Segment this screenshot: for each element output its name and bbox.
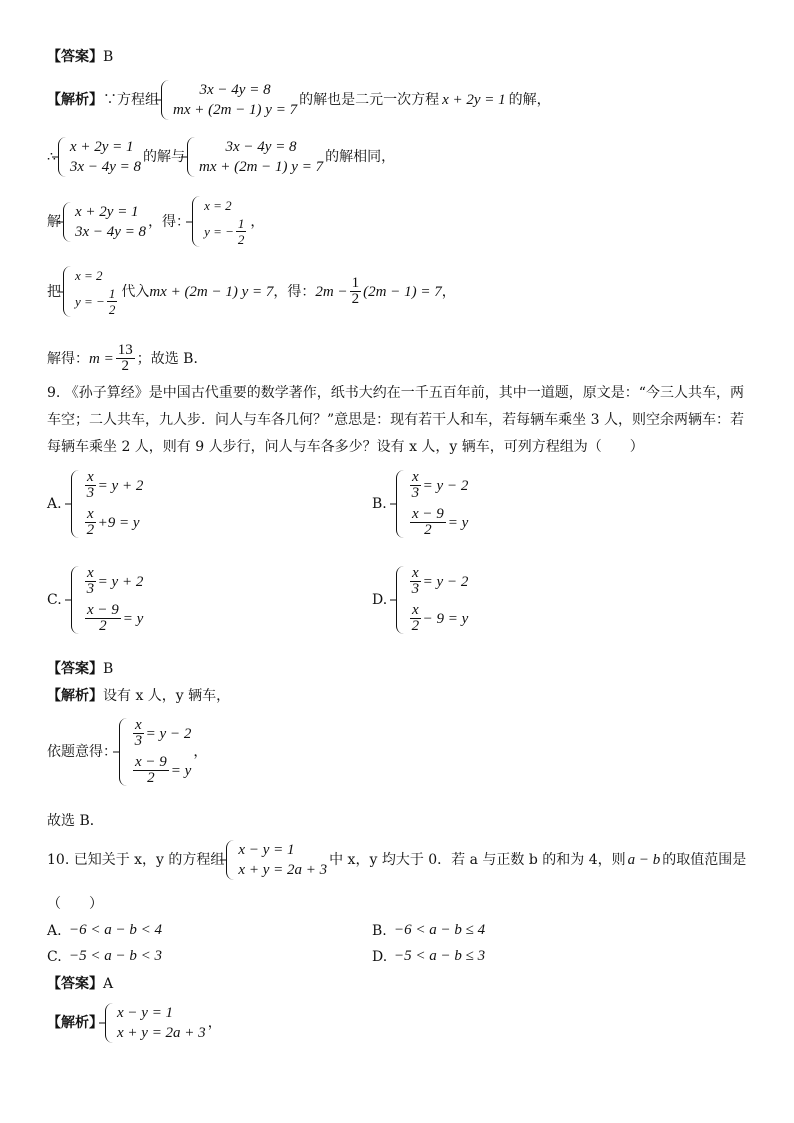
- brace-icon: [396, 470, 405, 538]
- put-text: 把: [47, 283, 61, 300]
- row-rest: = y − 2: [145, 725, 192, 742]
- denominator: 3: [411, 485, 420, 501]
- substitute-text: 代入: [121, 283, 150, 300]
- trail-comma: ，: [193, 744, 208, 760]
- row-rest: = y + 2: [97, 477, 144, 494]
- because-text: ∵方程组: [103, 92, 159, 108]
- choose-text: 故选 B．: [47, 813, 104, 829]
- denominator: 3: [411, 581, 420, 597]
- equation-system-a2: [187, 137, 323, 177]
- numerator: x − 9: [135, 754, 167, 770]
- solved-text: 解得：: [47, 350, 89, 367]
- trail-comma: ，: [207, 1015, 222, 1031]
- numerator: 1: [237, 216, 245, 231]
- option-system: [71, 566, 143, 634]
- brace-icon: [71, 470, 80, 538]
- text-solution-also: 的解也是二元一次方程: [299, 92, 440, 108]
- fraction: [133, 755, 169, 786]
- equation-system-b2: [63, 202, 146, 242]
- end-comma: ，: [441, 283, 456, 300]
- denominator: 2: [121, 358, 129, 374]
- q10-option-c[interactable]: [47, 948, 162, 965]
- brace-icon: [192, 196, 201, 247]
- solve-text: 解: [47, 213, 61, 230]
- analysis-line-2: [47, 137, 395, 177]
- fraction-half: [107, 286, 118, 317]
- get-text: ，得：: [148, 213, 191, 230]
- system-row: x + 2y = 1: [75, 203, 139, 220]
- q10-option-a[interactable]: [47, 922, 162, 939]
- system-row: 3x − 4y = 8: [199, 82, 271, 98]
- solution-system-2: [63, 266, 119, 317]
- comma: ，: [250, 213, 265, 230]
- q9-answer-line: [47, 660, 113, 678]
- denominator: 3: [86, 485, 95, 501]
- option-b[interactable]: [372, 470, 470, 538]
- analysis-label: 【解析】: [47, 688, 103, 704]
- therefore-symbol: ∴: [47, 149, 56, 165]
- m-equals: m =: [89, 350, 114, 367]
- denominator: 2: [86, 522, 95, 538]
- q10-option-b[interactable]: [372, 922, 485, 939]
- fraction: [410, 470, 421, 501]
- answer-label: 【答案】: [47, 661, 103, 677]
- fraction-13-over-2: [116, 343, 135, 374]
- numerator: x: [87, 565, 94, 581]
- row-rest: = y + 2: [97, 573, 144, 590]
- q9-line-1: [47, 384, 744, 402]
- substitute-equation: mx + (2m − 1) y = 7: [149, 283, 274, 300]
- denominator: 2: [99, 618, 107, 634]
- brace-icon: [187, 137, 196, 177]
- option-label: A.: [47, 496, 62, 512]
- numerator: 1: [351, 275, 360, 291]
- fraction: [85, 566, 96, 597]
- fraction: [85, 507, 96, 538]
- row-rest: +9 = y: [97, 514, 140, 531]
- analysis-line-4: [47, 266, 456, 317]
- system-row: x − y = 1: [238, 842, 295, 858]
- q10-paren: （ ）: [47, 896, 103, 912]
- answer-line-8: [47, 48, 113, 66]
- equation-main: x + 2y = 1: [442, 92, 506, 108]
- system-row: x + 2y = 1: [69, 139, 134, 155]
- brace-icon: [161, 80, 170, 120]
- option-d[interactable]: [372, 566, 470, 634]
- denominator: 3: [86, 581, 95, 597]
- equation-system-a: [161, 80, 297, 120]
- analysis-system: [119, 718, 191, 786]
- equation-system-b: [58, 137, 141, 177]
- q9-text-3: 每辆车乘坐 2 人，则有 9 人步行，问人与车各多少？设有 x 人，y 辆车，可列方程组为（ ）: [47, 439, 644, 455]
- q10-system: [226, 840, 327, 880]
- numerator: x − 9: [87, 602, 119, 618]
- option-system: [396, 470, 468, 538]
- analysis-line-5: [47, 343, 207, 374]
- answer-label: 【答案】: [47, 49, 103, 65]
- analysis-text: 设有 x 人，y 辆车，: [103, 688, 231, 704]
- denominator: 2: [351, 291, 360, 307]
- numerator: x: [412, 602, 419, 618]
- brace-icon: [63, 202, 72, 242]
- solution-x: x = 2: [75, 268, 103, 283]
- answer-value: B: [103, 661, 114, 677]
- option-label: C.: [47, 592, 62, 608]
- answer-label: 【答案】: [47, 976, 103, 992]
- solution-x: x = 2: [204, 198, 232, 213]
- denominator: 2: [411, 618, 420, 634]
- option-system: [396, 566, 468, 634]
- text-same: 的解相同，: [325, 149, 396, 165]
- option-system: [71, 470, 143, 538]
- system-row: x − y = 1: [117, 1005, 174, 1021]
- denominator: 2: [237, 232, 245, 247]
- q10-option-d[interactable]: [372, 948, 485, 965]
- option-text: −6 < a − b < 4: [69, 922, 162, 938]
- q10-prefix: 10. 已知关于 x，y 的方程组: [47, 852, 225, 868]
- fraction: [85, 603, 121, 634]
- option-text: −5 < a − b < 3: [69, 948, 162, 964]
- analysis-label: 【解析】: [47, 92, 103, 108]
- answer-value: B: [103, 49, 114, 65]
- brace-icon: [58, 137, 67, 177]
- q9-text-2: 车空；二人共车，九人步．问人与车各几何？”意思是：现有若干人和车，若每辆车乘坐 3 人，则空余两辆车：若: [47, 412, 744, 428]
- get-text-2: ，得：: [273, 283, 316, 300]
- q10-expr: a − b: [627, 852, 661, 868]
- option-c[interactable]: [47, 566, 145, 634]
- fraction-half: [350, 276, 362, 307]
- q9-text-1: 9. 《孙子算经》是中国古代重要的数学著作，纸书大约在一千五百年前，其中一道题，原文是：“今三人共车，两: [47, 385, 744, 401]
- q10-analysis-system: [105, 1003, 206, 1043]
- numerator: 1: [108, 286, 116, 301]
- numerator: x: [135, 717, 142, 733]
- q9-choose-line: [47, 812, 104, 830]
- brace-icon: [396, 566, 405, 634]
- analysis-line-1: [47, 80, 551, 120]
- q9-analysis-line: [47, 687, 230, 705]
- option-label: B.: [372, 922, 387, 939]
- row-rest: = y: [447, 514, 469, 531]
- system-row: 3x − 4y = 8: [69, 159, 141, 175]
- q10-answer-line: [47, 975, 113, 993]
- numerator: x: [87, 506, 94, 522]
- option-text: −6 < a − b ≤ 4: [394, 922, 486, 938]
- system-row: x + y = 2a + 3: [117, 1025, 206, 1041]
- denominator: 3: [134, 733, 143, 749]
- solution-system: [192, 196, 248, 247]
- text-solution-of: 的解，: [508, 92, 551, 108]
- row-rest: = y − 2: [422, 477, 469, 494]
- analysis-label: 【解析】: [47, 1015, 103, 1031]
- option-label: B.: [372, 496, 387, 512]
- fraction: [410, 603, 421, 634]
- denominator: 2: [424, 522, 432, 538]
- option-label: D.: [372, 592, 388, 608]
- q10-paren-line: [47, 895, 103, 913]
- solution-y-prefix: y = −: [204, 223, 234, 239]
- brace-icon: [119, 718, 128, 786]
- choose-text: ；故选 B．: [136, 350, 208, 367]
- fraction: [410, 507, 446, 538]
- q10-suffix: 中 x，y 均大于 0．若 a 与正数 b 的和为 4，则: [329, 852, 626, 868]
- denominator: 2: [108, 302, 116, 317]
- per-question-text: 依题意得：: [47, 744, 117, 760]
- denominator: 2: [147, 770, 155, 786]
- q9-line-2: [47, 411, 744, 429]
- option-a[interactable]: [47, 470, 145, 538]
- q10-analysis-line: [47, 1003, 222, 1043]
- fraction: [410, 566, 421, 597]
- option-label: D.: [372, 948, 388, 965]
- solution-y-prefix: y = −: [75, 293, 105, 309]
- q9-system-line: [47, 718, 207, 786]
- option-label: A.: [47, 922, 62, 939]
- numerator: x: [412, 565, 419, 581]
- option-label: C.: [47, 948, 62, 965]
- brace-icon: [105, 1003, 114, 1043]
- brace-icon: [71, 566, 80, 634]
- text-same-as: 的解与: [142, 149, 185, 165]
- numerator: x: [412, 469, 419, 485]
- system-row: mx + (2m − 1) y = 7: [173, 102, 298, 118]
- row-rest: = y − 2: [422, 573, 469, 590]
- brace-icon: [226, 840, 235, 880]
- numerator: x − 9: [412, 506, 444, 522]
- numerator: 13: [117, 342, 133, 358]
- answer-value: A: [103, 976, 114, 992]
- row-rest: − 9 = y: [422, 610, 469, 627]
- row-rest: = y: [170, 762, 192, 779]
- fraction: [133, 718, 144, 749]
- lhs-2m: 2m −: [315, 283, 348, 300]
- fraction-half: [236, 216, 247, 247]
- option-text: −5 < a − b ≤ 3: [394, 948, 486, 964]
- q10-stem-line: [47, 840, 746, 880]
- brace-icon: [63, 266, 72, 317]
- q10-suffix2: 的取值范围是: [662, 852, 747, 868]
- rhs-equation: (2m − 1) = 7: [363, 283, 442, 300]
- numerator: x: [87, 469, 94, 485]
- row-rest: = y: [122, 610, 144, 627]
- system-row: x + y = 2a + 3: [238, 862, 328, 878]
- system-row: 3x − 4y = 8: [225, 139, 297, 155]
- fraction: [85, 470, 96, 501]
- analysis-line-3: [47, 196, 264, 247]
- q9-line-3: [47, 438, 644, 456]
- system-row: 3x − 4y = 8: [75, 223, 147, 240]
- system-row: mx + (2m − 1) y = 7: [198, 159, 324, 175]
